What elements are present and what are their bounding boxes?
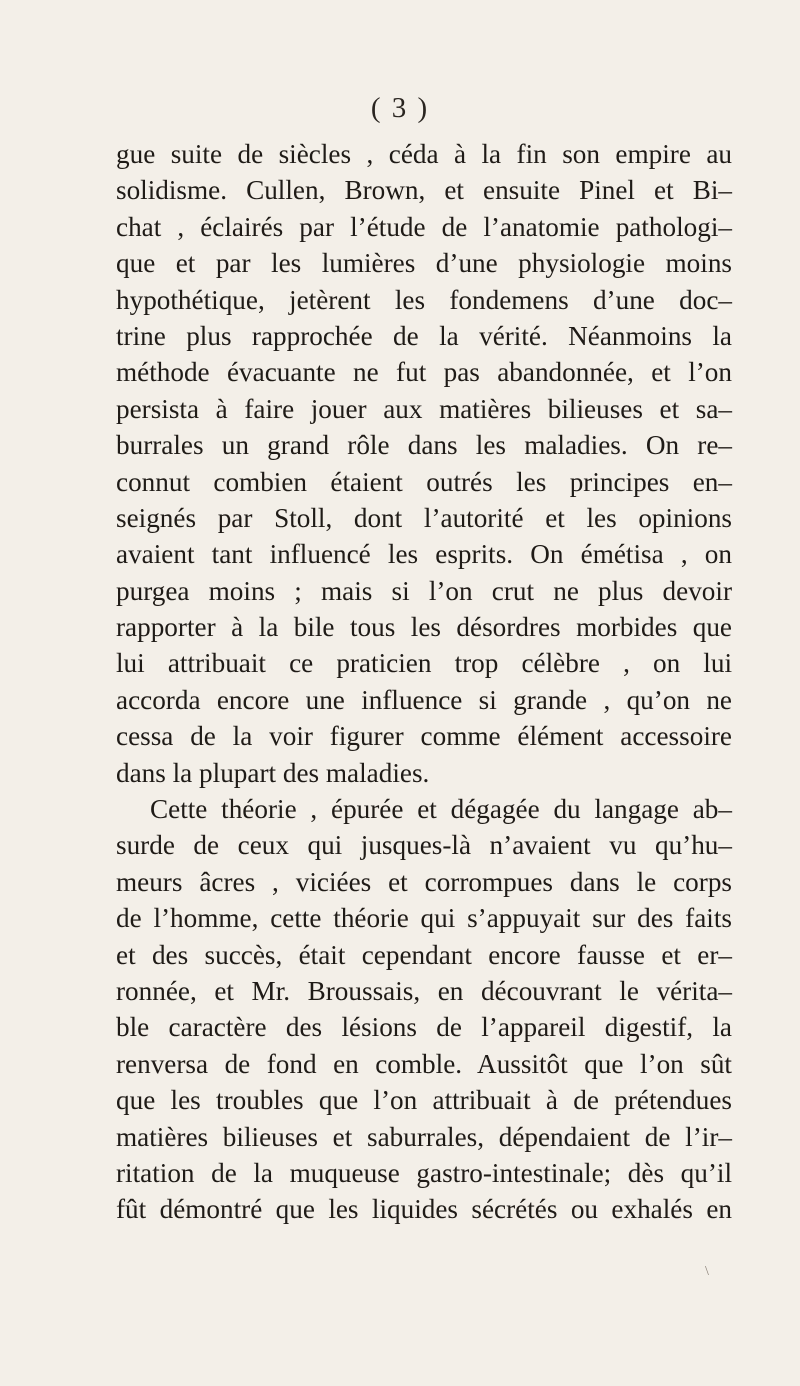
text-line: gue suite de siècles , céda à la fin son empire au bbox=[116, 139, 732, 169]
text-line: renversa de fond en comble. Aussitôt que l’on sût bbox=[116, 1048, 732, 1079]
text-line: de l’homme, cette théorie qui s’appuyait sur des faits bbox=[116, 903, 732, 934]
text-line: dans la plupart des maladies. bbox=[116, 757, 430, 788]
text-line: burrales un grand rôle dans les maladies. On re– bbox=[116, 430, 732, 461]
text-line: meurs âcres , viciées et corrompues dans le corps bbox=[116, 866, 732, 897]
text-line: connut combien étaient outrés les principes en– bbox=[116, 466, 732, 497]
text-line: rapporter à la bile tous les désordres morbides que bbox=[116, 612, 732, 643]
text-line: ble caractère des lésions de l’appareil digestif, la bbox=[116, 1012, 732, 1043]
text-line: seignés par Stoll, dont l’autorité et les opinions bbox=[116, 502, 732, 533]
text-line: que les troubles que l’on attribuait à de prétendues bbox=[116, 1085, 732, 1116]
text-line: lui attribuait ce praticien trop célèbre , on lui bbox=[116, 648, 732, 679]
text-line: fût démontré que les liquides sécrétés ou exhalés en bbox=[116, 1194, 732, 1225]
body-text bbox=[116, 136, 732, 1228]
text-line: chat , éclairés par l’étude de l’anatomie pathologi– bbox=[116, 211, 732, 242]
text-line: hypothétique, jetèrent les fondemens d’une doc– bbox=[116, 284, 732, 315]
text-line: cessa de la voir figurer comme élément accessoire bbox=[116, 721, 732, 752]
page-number: ( 3 ) bbox=[370, 92, 430, 124]
text-line: accorda encore une influence si grande , qu’on ne bbox=[116, 684, 732, 715]
text-line: ronnée, et Mr. Broussais, en découvrant le vérita– bbox=[116, 975, 732, 1006]
text-line: avaient tant influencé les esprits. On émétisa , on bbox=[116, 539, 732, 570]
text-line: ritation de la muqueuse gastro-intestinale; dès qu’il bbox=[116, 1157, 732, 1188]
text-line: méthode évacuante ne fut pas abandonnée, et l’on bbox=[116, 357, 732, 388]
paper-speck: \ bbox=[705, 1264, 709, 1279]
text-line: purgea moins ; mais si l’on crut ne plus devoir bbox=[116, 575, 732, 606]
text-line: et des succès, était cependant encore fausse et er– bbox=[116, 939, 732, 970]
text-line: persista à faire jouer aux matières bilieuses et sa– bbox=[116, 393, 732, 424]
text-line: trine plus rapprochée de la vérité. Néanmoins la bbox=[116, 320, 732, 351]
text-line: solidisme. Cullen, Brown, et ensuite Pinel et Bi– bbox=[116, 175, 732, 206]
text-line: matières bilieuses et saburrales, dépendaient de l’ir– bbox=[116, 1121, 732, 1152]
text-line: Cette théorie , épurée et dégagée du langage ab– bbox=[150, 794, 732, 825]
text-line: que et par les lumières d’une physiologie moins bbox=[116, 248, 732, 279]
text-line: surde de ceux qui jusques-là n’avaient vu qu’hu– bbox=[116, 830, 732, 861]
